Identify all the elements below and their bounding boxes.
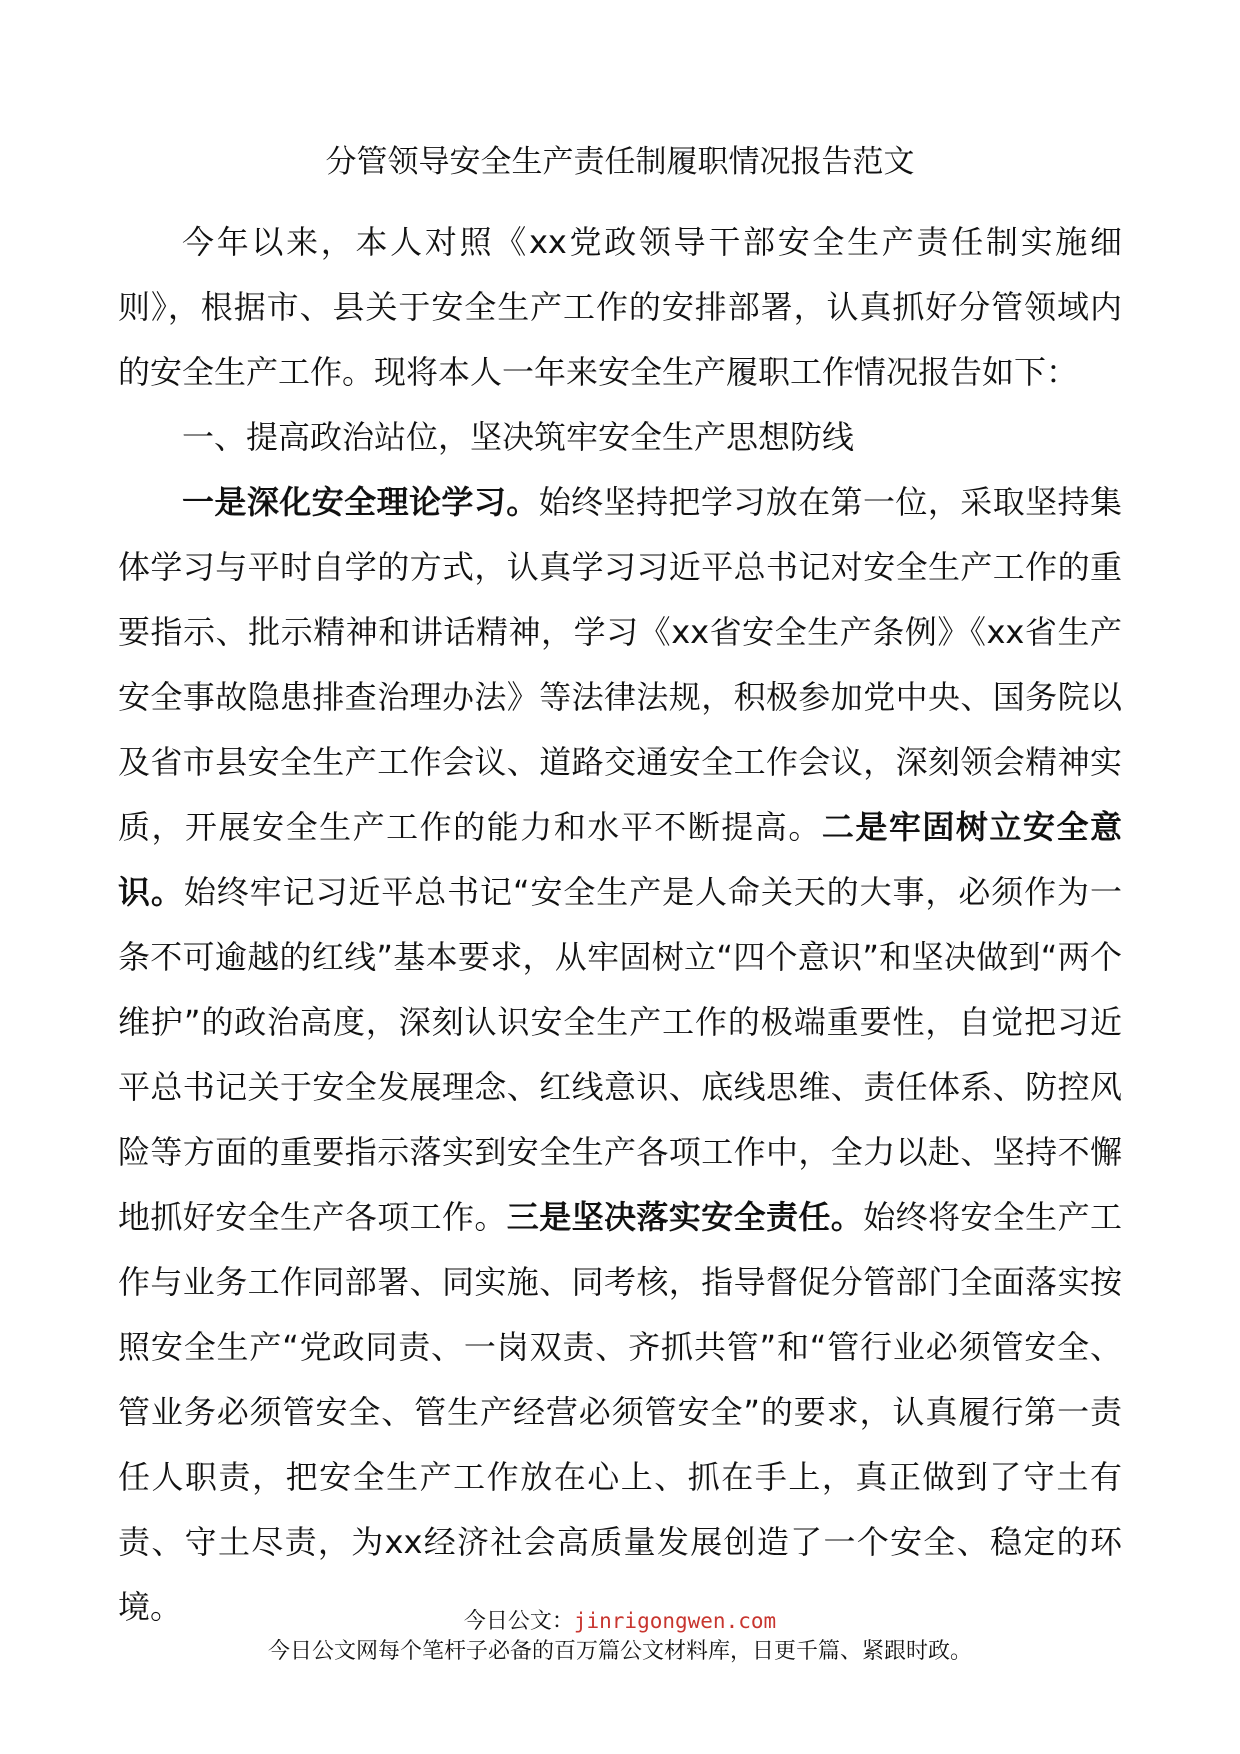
section-heading-1: 一、提高政治站位，坚决筑牢安全生产思想防线 [182, 418, 855, 456]
bold-lead-2: 二是牢固树立安全意识。 [118, 808, 1122, 911]
document-body [118, 210, 1122, 1640]
footer-site-label: 今日公文： [463, 1609, 574, 1634]
footer-site-line [0, 1606, 1240, 1637]
footer [0, 1606, 1240, 1667]
paragraph-intro: 今年以来，本人对照《xx党政领导干部安全生产责任制实施细则》，根据市、县关于安全生产工作的安排部署，认真抓好分管领域内的安全生产工作。现将本人一年来安全生产履职工作情况报告如下： [118, 223, 1122, 391]
paragraph-section-1 [118, 470, 1122, 1640]
bold-lead-1: 一是深化安全理论学习。 [182, 483, 539, 521]
footer-url-link[interactable]: jinrigongwen.com [573, 1609, 777, 1633]
paragraph-text-1: 始终坚持把学习放在第一位，采取坚持集体学习与平时自学的方式，认真学习习近平总书记对安全生产工作的重要指示、批示精神和讲话精神，学习《xx省安全生产条例》《xx省生产安全事故隐患排查治理办法》等法律法规，积极参加党中央、国务院以及省市县安全生产工作会议、道路交通安全工作会议，深刻领会精神实质，开展安全生产工作的能力和水平不断提高。 [118, 483, 1122, 846]
bold-lead-3: 三是坚决落实安全责任。 [506, 1198, 864, 1236]
document-title: 分管领导安全生产责任制履职情况报告范文 [325, 144, 915, 180]
paragraph-text-2: 始终牢记习近平总书记“安全生产是人命关天的大事，必须作为一条不可逾越的红线”基本要求，从牢固树立“四个意识”和坚决做到“两个维护”的政治高度，深刻认识安全生产工作的极端重要性，自觉把习近平总书记关于安全发展理念、红线意识、底线思维、责任体系、防控风险等方面的重要指示落实到安全生产各项工作中，全力以赴、坚持不懈地抓好安全生产各项工作。 [118, 873, 1122, 1236]
footer-slogan: 今日公文网每个笔杆子必备的百万篇公文材料库，日更千篇、紧跟时政。 [267, 1639, 972, 1664]
paragraph-text-3: 始终将安全生产工作与业务工作同部署、同实施、同考核，指导督促分管部门全面落实按照安全生产“党政同责、一岗双责、齐抓共管”和“管行业必须管安全、管业务必须管安全、管生产经营必须管安全”的要求，认真履行第一责任人职责，把安全生产工作放在心上、抓在手上，真正做到了守土有责、守土尽责，为xx经济社会高质量发展创造了一个安全、稳定的环境。 [118, 1198, 1122, 1626]
